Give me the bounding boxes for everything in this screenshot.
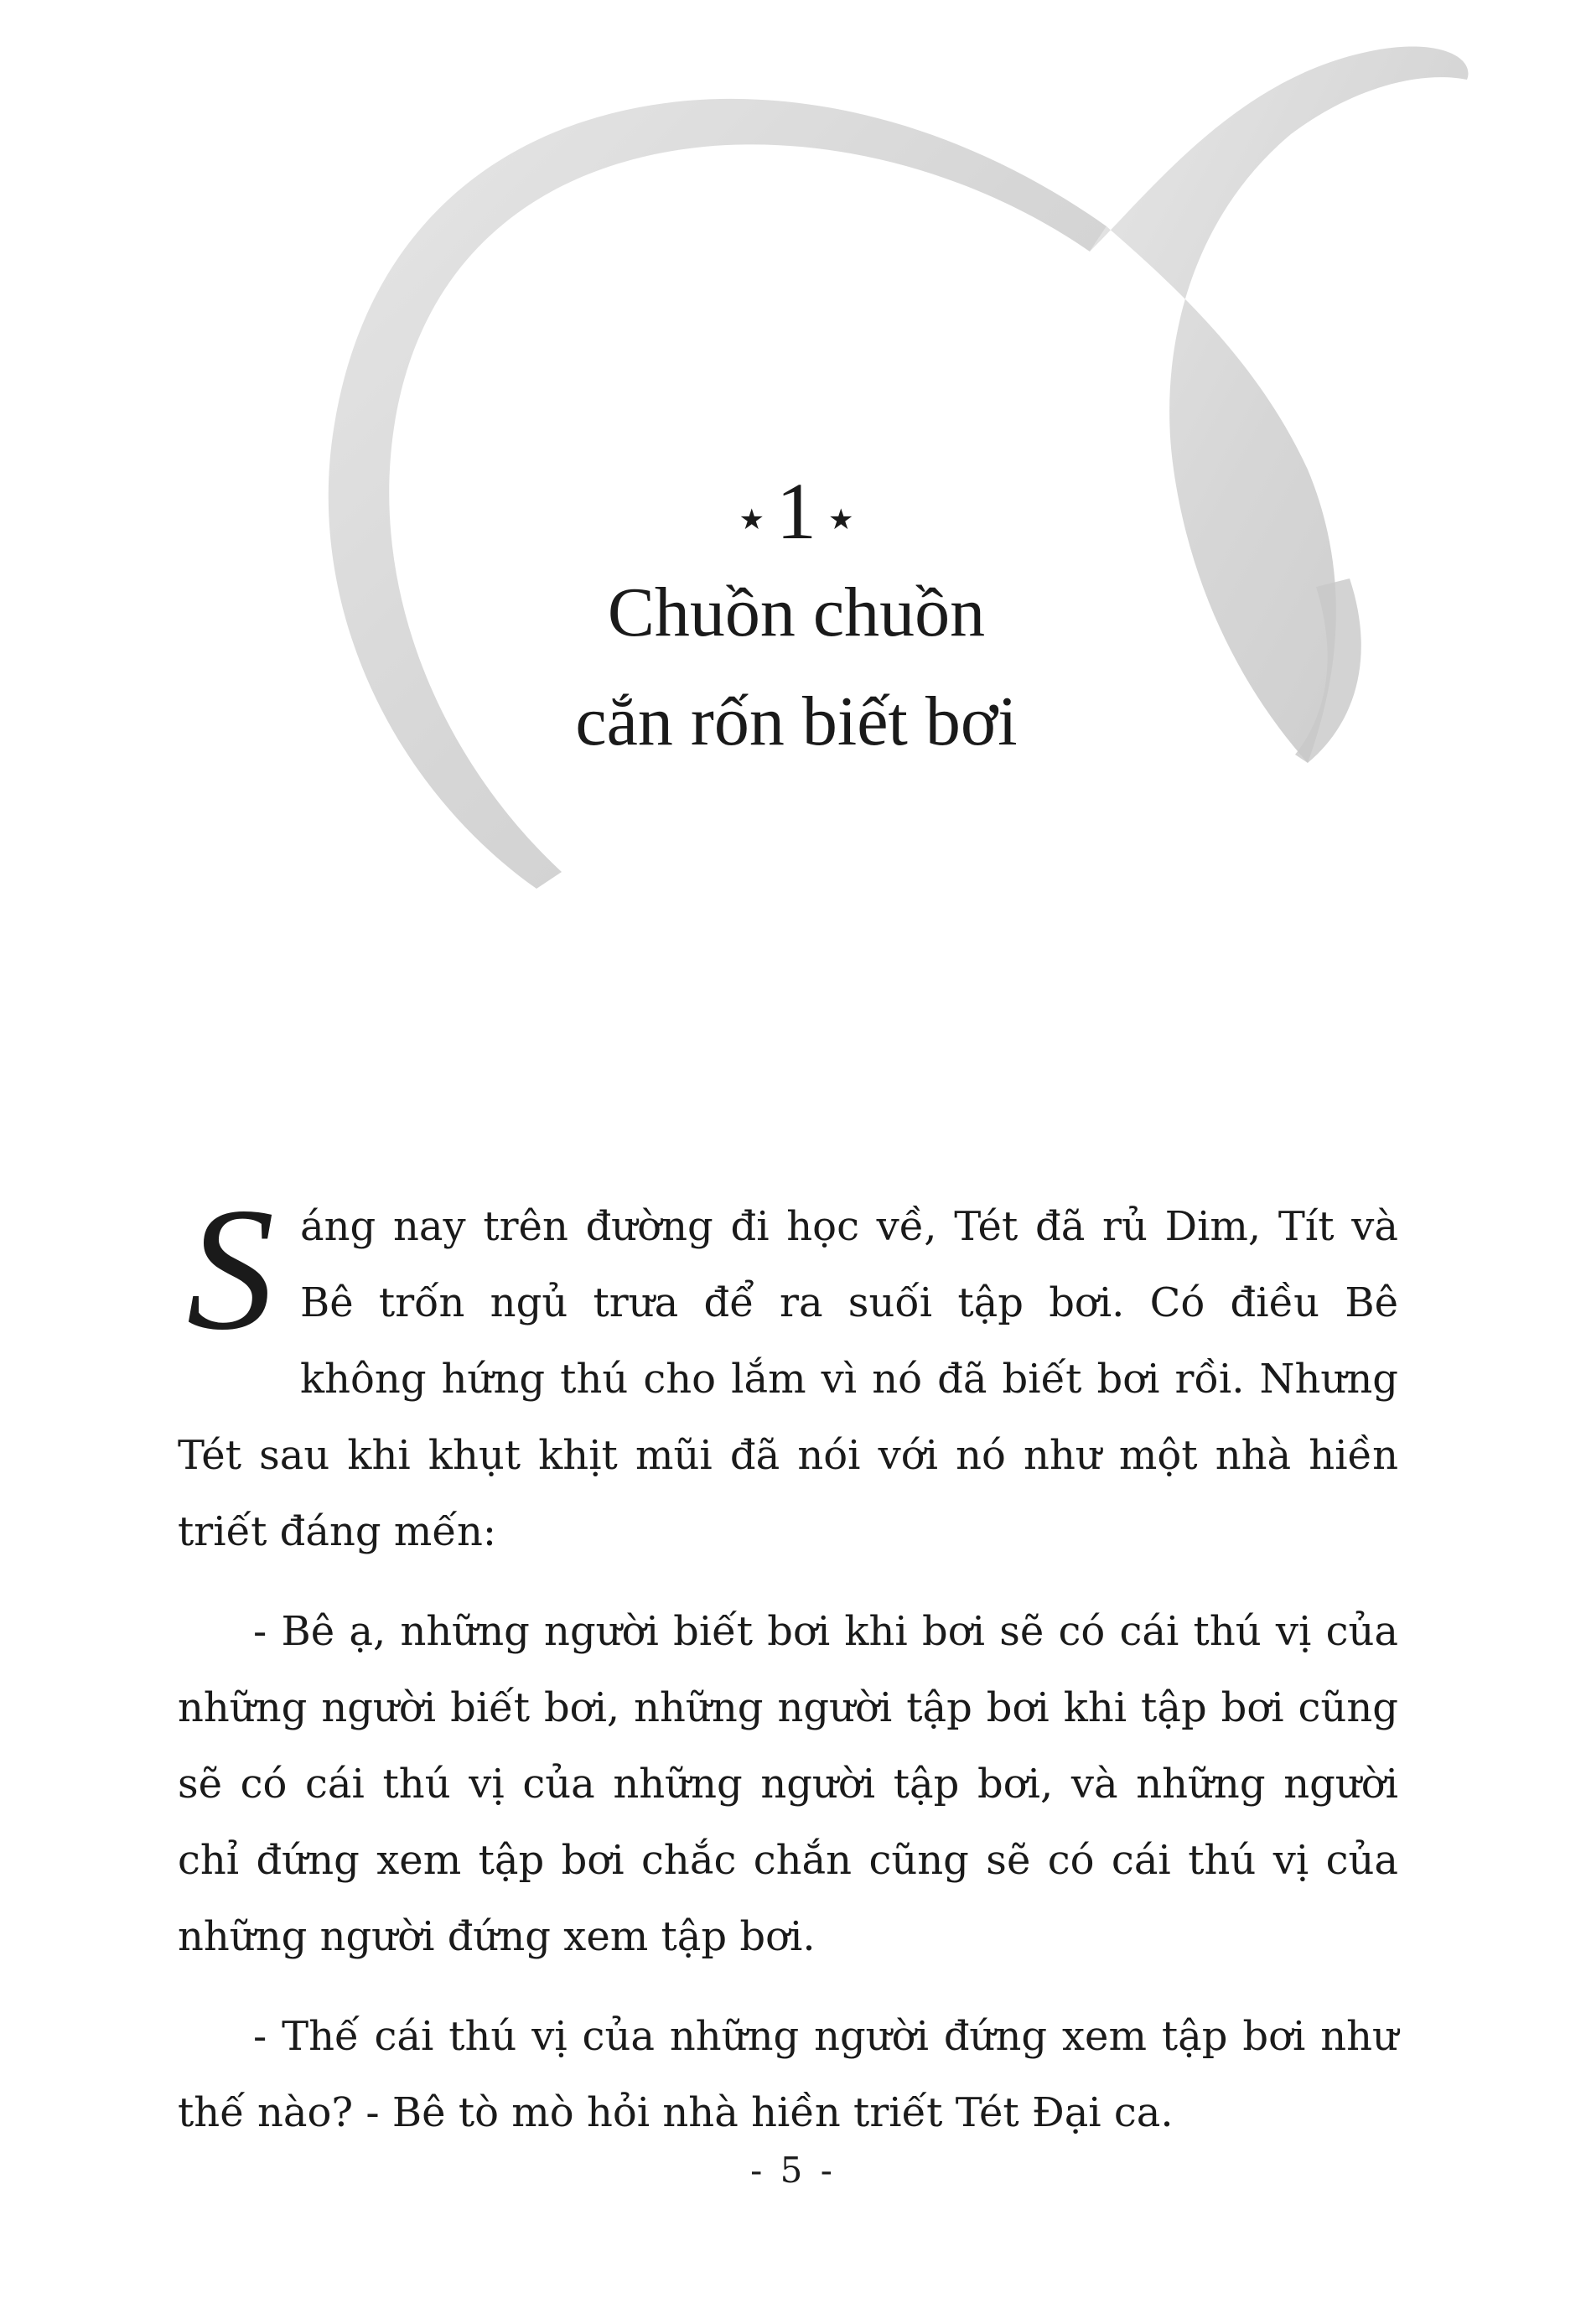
- chapter-heading: [469, 466, 1123, 776]
- chapter-title-line-2: cắn rốn biết bơi: [575, 682, 1018, 760]
- page-number: - 5 -: [750, 2150, 836, 2191]
- ribbon-right-loop: [1090, 46, 1469, 763]
- drop-cap-letter: [168, 1194, 293, 1353]
- paragraph-1-text: áng nay trên đường đi học về, Tét đã rủ Dim, Tít và Bê trốn ngủ trưa để ra suối tập bơi. Có điều Bê không hứng thú cho lắm vì nó đã biết bơi rồi. Nhưng Tét sau khi khụt khịt mũi đã nói với nó như một nhà hiền triết đáng mến:: [178, 1203, 1398, 1555]
- paragraph-3: - Thế cái thú vị của những người đứng xem tập bơi như thế nào? - Bê tò mò hỏi nhà hiền triết Tét Đại ca.: [178, 2013, 1398, 2136]
- star-icon: ★: [739, 505, 764, 536]
- star-icon: ★: [828, 505, 854, 536]
- chapter-title-line-1: Chuồn chuồn: [607, 573, 986, 651]
- paragraph-1: [178, 1189, 1398, 1570]
- chapter-body: [178, 1189, 1398, 2151]
- chapter-title: [469, 558, 1123, 776]
- chapter-number-line: [469, 466, 1123, 556]
- chapter-number: 1: [776, 466, 816, 556]
- svg-text:S: S: [186, 1194, 275, 1353]
- paragraph-2: - Bê ạ, những người biết bơi khi bơi sẽ có cái thú vị của những người biết bơi, những người tập bơi khi tập bơi cũng sẽ có cái thú vị của những người tập bơi, và những người chỉ đứng xem tập bơi chắc chắn cũng sẽ có cái thú vị của những người đứng xem tập bơi.: [178, 1608, 1398, 1960]
